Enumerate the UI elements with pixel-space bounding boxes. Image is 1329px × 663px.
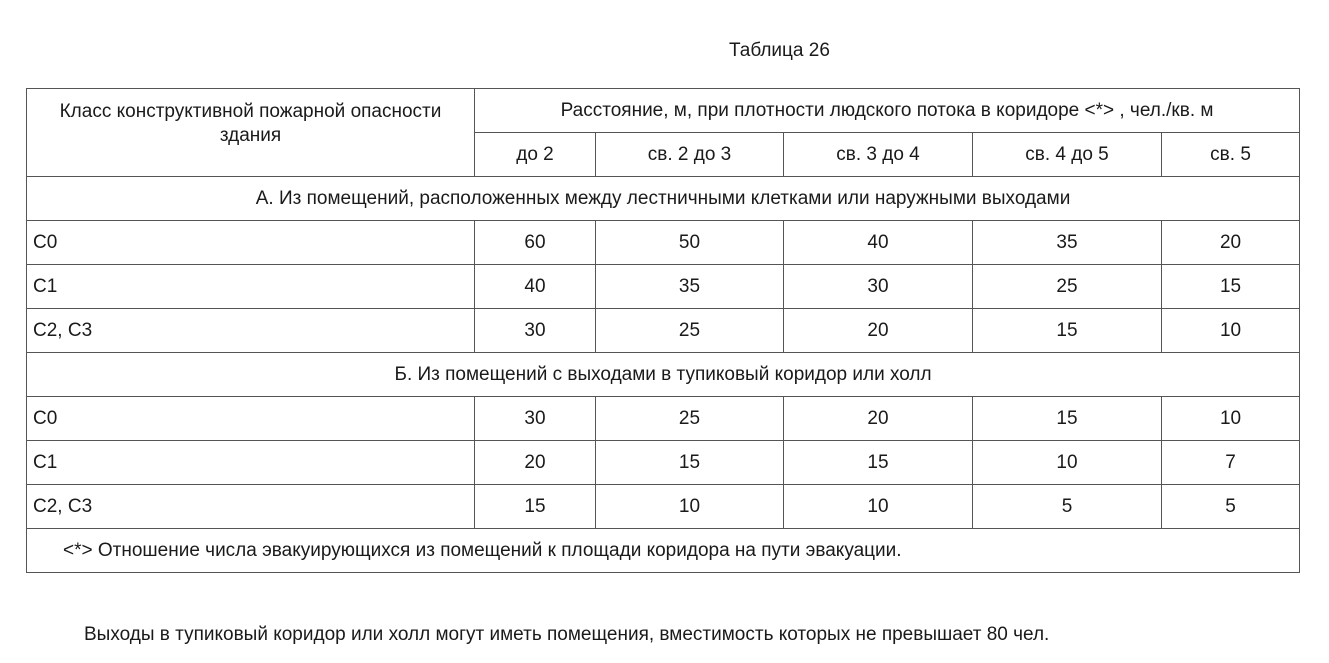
distance-cell: 25 — [973, 265, 1162, 309]
table-caption: Таблица 26 — [729, 40, 830, 61]
distance-column-header: Расстояние, м, при плотности людского потока в коридоре <*> , чел./кв. м — [475, 89, 1300, 133]
distance-cell: 10 — [596, 485, 784, 529]
distance-cell: 30 — [475, 397, 596, 441]
distance-cell: 40 — [475, 265, 596, 309]
distance-cell: 60 — [475, 221, 596, 265]
distance-cell: 30 — [784, 265, 973, 309]
table-row — [27, 221, 1300, 265]
evacuation-distance-table — [26, 88, 1300, 573]
distance-cell: 20 — [784, 309, 973, 353]
distance-cell: 7 — [1162, 441, 1300, 485]
distance-cell: 50 — [596, 221, 784, 265]
table-row — [27, 485, 1300, 529]
density-column-header: св. 5 — [1162, 133, 1300, 177]
table-row — [27, 441, 1300, 485]
section-a-title: А. Из помещений, расположенных между лестничными клетками или наружными выходами — [27, 177, 1300, 221]
distance-cell: 15 — [784, 441, 973, 485]
distance-cell: 15 — [973, 397, 1162, 441]
distance-cell: 25 — [596, 397, 784, 441]
distance-cell: 40 — [784, 221, 973, 265]
table-row — [27, 309, 1300, 353]
table-row — [27, 265, 1300, 309]
building-class-cell: С2, С3 — [27, 309, 475, 353]
distance-cell: 10 — [784, 485, 973, 529]
distance-cell: 20 — [1162, 221, 1300, 265]
distance-cell: 15 — [1162, 265, 1300, 309]
header-row-1 — [27, 89, 1300, 133]
table-row — [27, 397, 1300, 441]
building-class-cell: С1 — [27, 265, 475, 309]
distance-cell: 20 — [784, 397, 973, 441]
distance-cell: 30 — [475, 309, 596, 353]
distance-cell: 10 — [973, 441, 1162, 485]
distance-cell: 15 — [596, 441, 784, 485]
footnote-row — [27, 529, 1300, 573]
building-class-cell: С1 — [27, 441, 475, 485]
distance-cell: 35 — [973, 221, 1162, 265]
building-class-cell: С0 — [27, 221, 475, 265]
distance-cell: 10 — [1162, 309, 1300, 353]
distance-cell: 15 — [973, 309, 1162, 353]
distance-cell: 10 — [1162, 397, 1300, 441]
density-column-header: св. 2 до 3 — [596, 133, 784, 177]
distance-cell: 5 — [973, 485, 1162, 529]
distance-cell: 5 — [1162, 485, 1300, 529]
section-title-row — [27, 353, 1300, 397]
distance-cell: 15 — [475, 485, 596, 529]
section-title-row — [27, 177, 1300, 221]
footnote: <*> Отношение числа эвакуирующихся из помещений к площади коридора на пути эвакуации. — [27, 529, 1300, 573]
building-class-cell: С2, С3 — [27, 485, 475, 529]
capacity-note: Выходы в тупиковый коридор или холл могут иметь помещения, вместимость которых не превышает 80 чел. — [84, 624, 1050, 645]
distance-cell: 25 — [596, 309, 784, 353]
class-column-header: Класс конструктивной пожарной опасности здания — [27, 89, 475, 177]
density-column-header: до 2 — [475, 133, 596, 177]
density-column-header: св. 3 до 4 — [784, 133, 973, 177]
distance-cell: 35 — [596, 265, 784, 309]
distance-cell: 20 — [475, 441, 596, 485]
density-column-header: св. 4 до 5 — [973, 133, 1162, 177]
section-b-title: Б. Из помещений с выходами в тупиковый коридор или холл — [27, 353, 1300, 397]
building-class-cell: С0 — [27, 397, 475, 441]
